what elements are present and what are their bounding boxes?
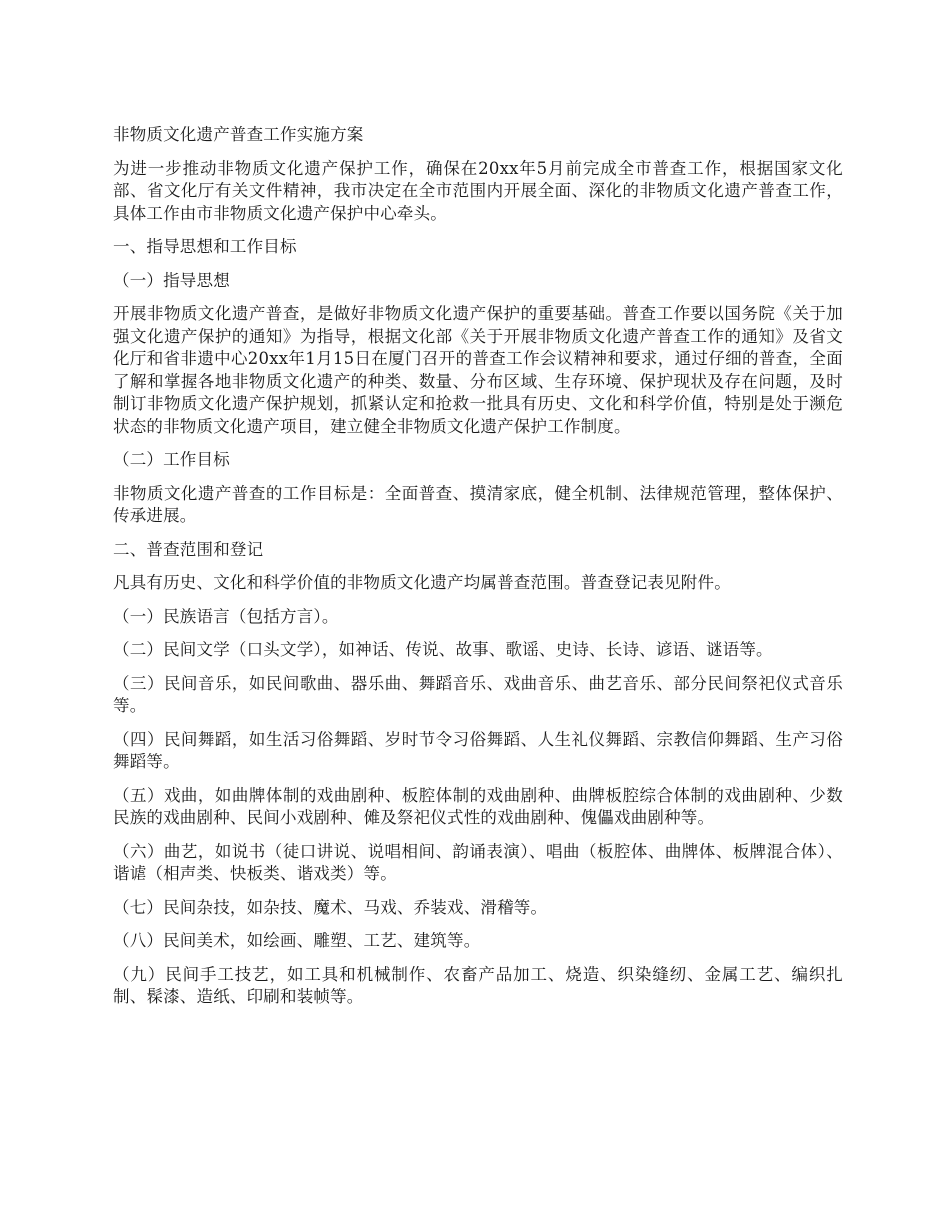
list-item-acrobatics: （七）民间杂技，如杂技、魔术、马戏、乔装戏、滑稽等。 — [113, 897, 548, 917]
section-heading-1: 一、指导思想和工作目标 — [113, 237, 297, 256]
list-item-language: （一）民族语言（包括方言）。 — [113, 606, 339, 626]
subsection-heading-work-goal: （二）工作目标 — [113, 450, 230, 469]
list-item-folk-art: （八）民间美术，如绘画、雕塑、工艺、建筑等。 — [113, 931, 481, 950]
list-item-quyi: （六）曲艺，如说书（徒口讲说、说唱相间、韵诵表演）、唱曲（板腔体、曲牌体、板牌混合体）、谐谑（相声类、快板类、谐戏类）等。 — [113, 841, 843, 883]
paragraph-work-goal: 非物质文化遗产普查的工作目标是：全面普查、摸清家底，健全机制、法律规范管理，整体保护、传承进展。 — [113, 483, 843, 525]
paragraph-intro: 为进一步推动非物质文化遗产保护工作，确保在20xx年5月前完成全市普查工作，根据国家文化部、省文化厅有关文件精神，我市决定在全市范围内开展全面、深化的非物质文化遗产普查工作，具体工作由市非物质文化遗产保护中心牵头。 — [113, 158, 843, 223]
subsection-heading-guiding-thought: （一）指导思想 — [113, 270, 230, 290]
list-item-folk-dance: （四）民间舞蹈，如生活习俗舞蹈、岁时节令习俗舞蹈、人生礼仪舞蹈、宗教信仰舞蹈、生产习俗舞蹈等。 — [113, 729, 843, 771]
list-item-folk-literature: （二）民间文学（口头文学），如神话、传说、故事、歌谣、史诗、长诗、谚语、谜语等。 — [113, 640, 773, 659]
section-heading-2: 二、普查范围和登记 — [113, 539, 264, 559]
paragraph-guiding-thought: 开展非物质文化遗产普查，是做好非物质文化遗产保护的重要基础。普查工作要以国务院《关于加强文化遗产保护的通知》为指导，根据文化部《关于开展非物质文化遗产普查工作的通知》及省文化厅和省非遗中心20xx年1月15日在厦门召开的普查工作会议精神和要求，通过仔细的普查，全面了解和掌握各地非物质文化遗产的种类、数量、分布区域、生存环境、保护现状及存在问题，及时制订非物质文化遗产保护规划，抓紧认定和抢救一批具有历史、文化和科学价值，特别是处于濒危状态的非物质文化遗产项目，建立健全非物质文化遗产保护工作制度。 — [113, 304, 843, 436]
document-title: 非物质文化遗产普查工作实施方案 — [113, 125, 364, 144]
paragraph-scope: 凡具有历史、文化和科学价值的非物质文化遗产均属普查范围。普查登记表见附件。 — [113, 573, 731, 592]
list-item-handicraft: （九）民间手工技艺，如工具和机械制作、农畜产品加工、烧造、织染缝纫、金属工艺、编织扎制、髹漆、造纸、印刷和装帧等。 — [113, 964, 843, 1006]
list-item-folk-music: （三）民间音乐，如民间歌曲、器乐曲、舞蹈音乐、戏曲音乐、曲艺音乐、部分民间祭祀仪式音乐等。 — [113, 673, 843, 715]
list-item-opera: （五）戏曲，如曲牌体制的戏曲剧种、板腔体制的戏曲剧种、曲牌板腔综合体制的戏曲剧种、少数民族的戏曲剧种、民间小戏剧种、傩及祭祀仪式性的戏曲剧种、傀儡戏曲剧种等。 — [113, 785, 843, 827]
document-body — [113, 124, 843, 1020]
